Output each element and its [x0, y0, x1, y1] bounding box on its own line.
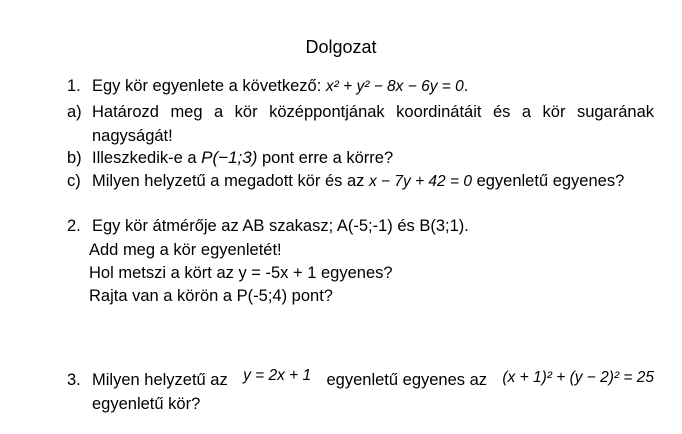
question-3-middle: egyenletű egyenes az	[326, 371, 488, 389]
question-1a-label: a)	[67, 103, 82, 121]
question-1-formula: x² + y² − 8x − 6y = 0	[325, 78, 464, 95]
question-2-number: 2.	[67, 217, 81, 235]
question-3-formula2: (x + 1)² + (y − 2)² = 25	[502, 369, 654, 386]
question-1-text-span: Egy kör egyenlete a következő:	[92, 77, 322, 95]
question-1c-text	[92, 171, 624, 192]
question-1c-before: Milyen helyzetű a megadott kör és az	[92, 172, 365, 190]
question-1a-line2: nagyságát!	[92, 127, 173, 145]
question-1c-label: c)	[67, 172, 81, 190]
question-1-number: 1.	[67, 77, 81, 95]
question-2-line4: Rajta van a körön a P(-5;4) pont?	[89, 287, 333, 305]
question-1a-line1: Határozd meg a kör középpontjának koordinátáit és a kör sugarának	[92, 103, 654, 121]
question-2-line2: Add meg a kör egyenletét!	[89, 241, 282, 259]
question-1-end: .	[463, 77, 469, 95]
question-1b-label: b)	[67, 149, 82, 167]
question-1b-point: P(−1;3)	[201, 148, 258, 167]
question-1c-formula: x − 7y + 42 = 0	[368, 173, 472, 190]
question-3-before: Milyen helyzetű az	[92, 371, 228, 389]
question-1c-after: egyenletű egyenes?	[476, 172, 625, 190]
question-2-line1: Egy kör átmérője az AB szakasz; A(-5;-1) és B(3;1).	[92, 217, 469, 235]
question-1b-text	[92, 148, 393, 168]
question-1b-before: Illeszkedik-e a	[92, 149, 197, 167]
document-title: Dolgozat	[305, 37, 377, 57]
question-1b-after: pont erre a körre?	[261, 149, 394, 167]
question-3-text	[92, 367, 654, 390]
question-1-text	[92, 76, 468, 97]
question-3-number: 3.	[67, 371, 81, 389]
question-3-formula1: y = 2x + 1	[243, 367, 312, 384]
question-2-line3: Hol metszi a kört az y = -5x + 1 egyenes?	[89, 264, 393, 282]
question-3-line2: egyenletű kör?	[92, 395, 201, 413]
